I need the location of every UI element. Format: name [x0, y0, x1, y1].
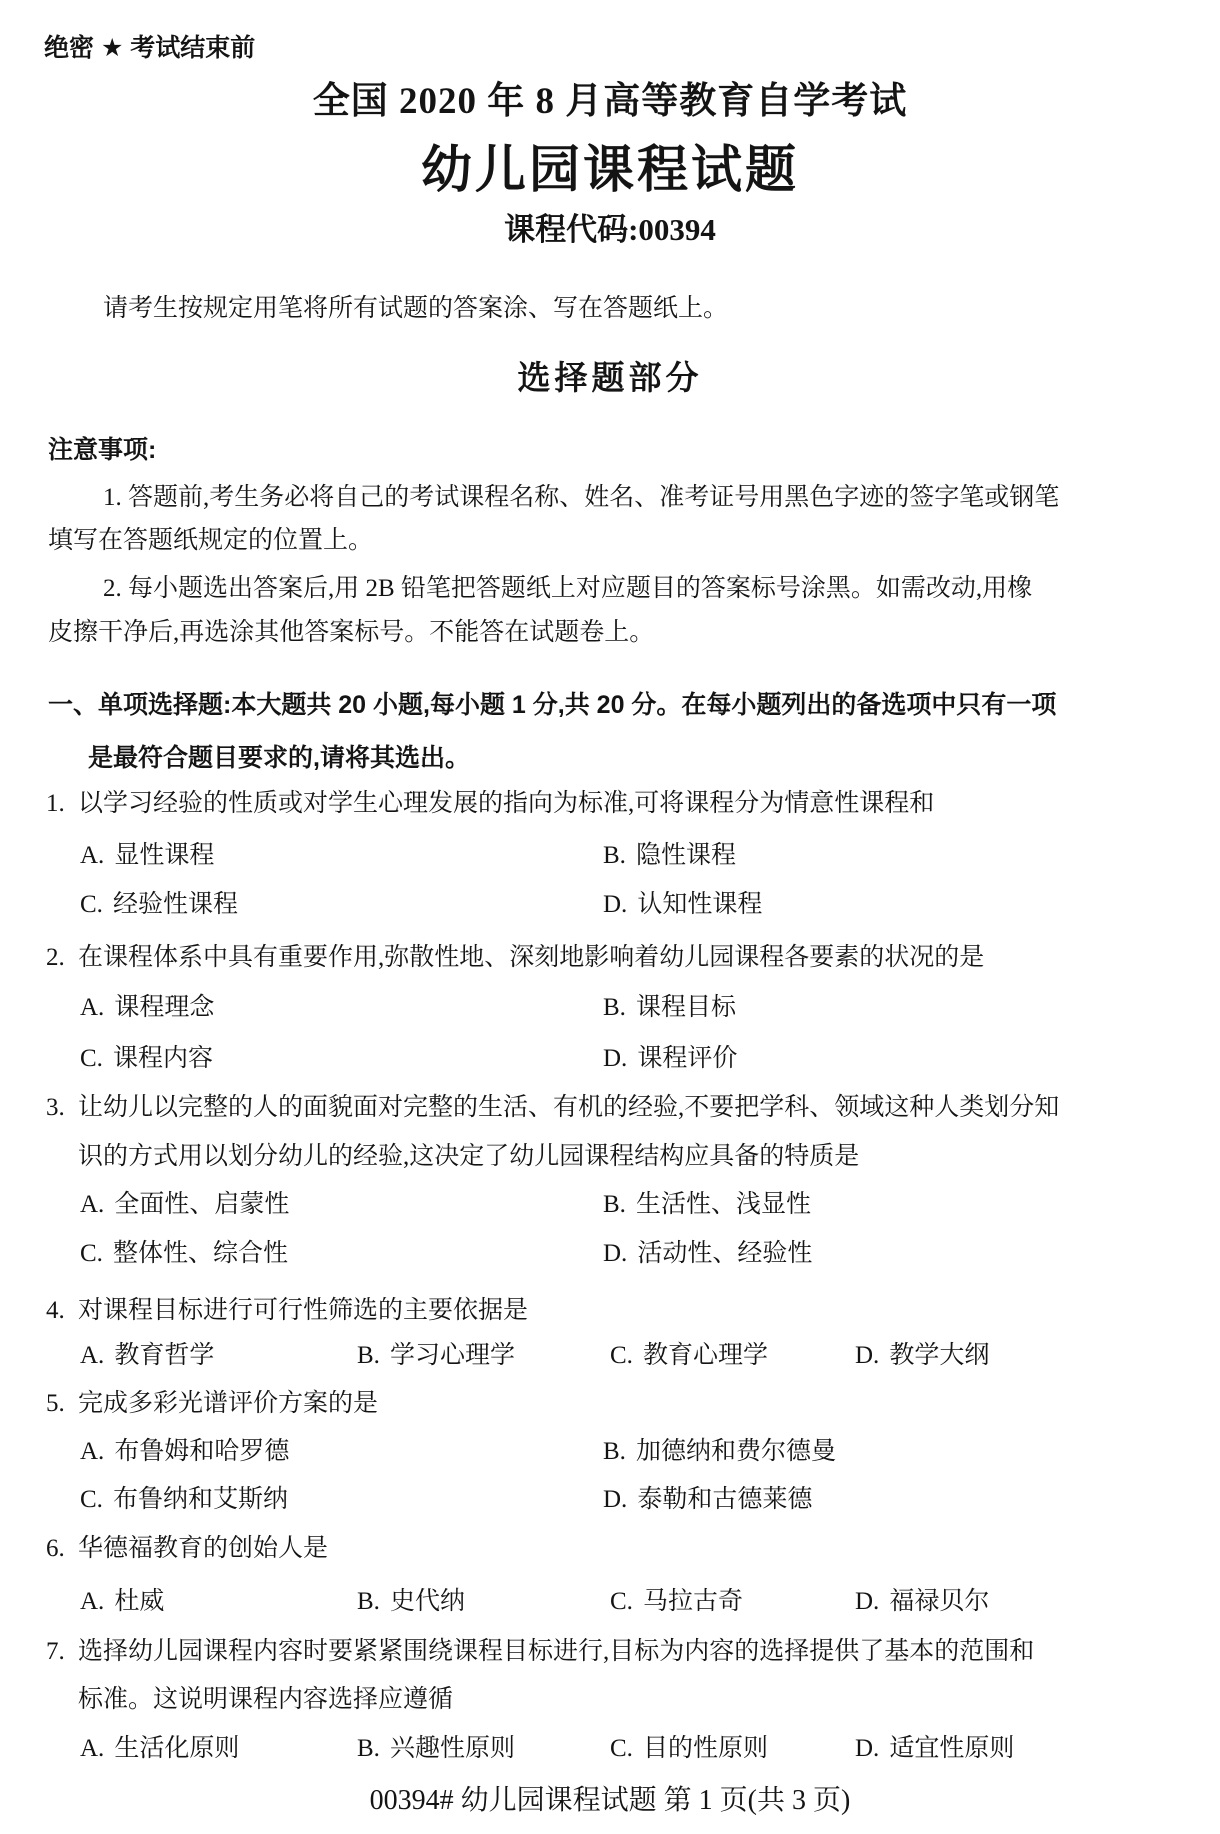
question-2-stem: [46, 937, 984, 973]
question-3-stem-line-1: [46, 1087, 1059, 1123]
q1-option-C: C. 经验性课程: [80, 891, 238, 918]
question-3-options-row-2: [80, 1233, 1190, 1269]
question-1-number: 1.: [46, 790, 65, 817]
paper-title: 幼儿园课程试题: [420, 141, 799, 198]
q4-option-A: A. 教育哲学: [80, 1342, 215, 1369]
q3-option-C: C. 整体性、综合性: [80, 1240, 288, 1267]
notice-2-line-1: 2. 每小题选出答案后,用 2B 铅笔把答题纸上对应题目的答案标号涂黑。如需改动,用橡: [103, 575, 1033, 602]
q7-option-A: A. 生活化原则: [80, 1735, 240, 1762]
notice-2-line-2: 皮擦干净后,再选涂其他答案标号。不能答在试题卷上。: [48, 619, 655, 646]
course-code: 课程代码:00394: [504, 212, 716, 247]
q2-option-B: B. 课程目标: [603, 994, 736, 1021]
q5-option-B: B. 加德纳和费尔德曼: [603, 1438, 836, 1465]
q1-option-B: B. 隐性课程: [603, 842, 736, 869]
question-1-options-row-1: [80, 835, 1190, 871]
question-5-stem: [46, 1383, 378, 1419]
question-5-options-row-2: [80, 1479, 1190, 1515]
exam-title: 全国 2020 年 8 月高等教育自学考试: [312, 81, 908, 122]
question-6-text: 华德福教育的创始人是: [78, 1535, 329, 1562]
q6-option-B: B. 史代纳: [357, 1588, 465, 1615]
q4-option-B: B. 学习心理学: [357, 1342, 515, 1369]
q3-option-D: D. 活动性、经验性: [603, 1240, 813, 1267]
question-5-text: 完成多彩光谱评价方案的是: [78, 1390, 379, 1417]
q7-option-D: D. 适宜性原则: [855, 1735, 1015, 1762]
q3-option-B: B. 生活性、浅显性: [603, 1191, 811, 1218]
question-2-text: 在课程体系中具有重要作用,弥散性地、深刻地影响着幼儿园课程各要素的状况的是: [78, 944, 985, 971]
q2-option-A: A. 课程理念: [80, 994, 215, 1021]
question-3-number: 3.: [46, 1094, 65, 1121]
question-2-options-row-1: [80, 987, 1190, 1023]
q1-option-D: D. 认知性课程: [603, 891, 763, 918]
q3-option-A: A. 全面性、启蒙性: [80, 1191, 290, 1218]
q6-option-A: A. 杜威: [80, 1588, 165, 1615]
q5-option-C: C. 布鲁纳和艾斯纳: [80, 1486, 288, 1513]
question-6-number: 6.: [46, 1535, 65, 1562]
question-4-options-row: [80, 1335, 1190, 1371]
section-title: 选择题部分: [517, 359, 703, 396]
question-3-stem-line-2: 识的方式用以划分幼儿的经验,这决定了幼儿园课程结构应具备的特质是: [78, 1143, 860, 1170]
q5-option-D: D. 泰勒和古德莱德: [603, 1486, 813, 1513]
question-3-text: 让幼儿以完整的人的面貌面对完整的生活、有机的经验,不要把学科、领域这种人类划分知: [78, 1094, 1060, 1121]
question-4-stem: [46, 1290, 528, 1326]
question-2-number: 2.: [46, 944, 65, 971]
question-7-stem-line-2: 标准。这说明课程内容选择应遵循: [78, 1686, 454, 1713]
q1-option-A: A. 显性课程: [80, 842, 215, 869]
question-1-text: 以学习经验的性质或对学生心理发展的指向为标准,可将课程分为情意性课程和: [78, 790, 935, 817]
instruction-note: 请考生按规定用笔将所有试题的答案涂、写在答题纸上。: [103, 295, 729, 322]
question-6-options-row: [80, 1581, 1190, 1617]
q2-option-C: C. 课程内容: [80, 1045, 213, 1072]
q7-option-C: C. 目的性原则: [610, 1735, 768, 1762]
question-7-text: 选择幼儿园课程内容时要紧紧围绕课程目标进行,目标为内容的选择提供了基本的范围和: [78, 1638, 1035, 1665]
q5-option-A: A. 布鲁姆和哈罗德: [80, 1438, 290, 1465]
question-7-stem-line-1: [46, 1631, 1034, 1667]
page-footer: 00394# 幼儿园课程试题 第 1 页(共 3 页): [369, 1785, 851, 1816]
q4-option-C: C. 教育心理学: [610, 1342, 768, 1369]
question-5-options-row-1: [80, 1431, 1190, 1467]
notice-1-line-2: 填写在答题纸规定的位置上。: [48, 527, 374, 554]
question-6-stem: [46, 1528, 328, 1564]
question-5-number: 5.: [46, 1390, 65, 1417]
question-7-options-row: [80, 1728, 1190, 1764]
question-4-text: 对课程目标进行可行性筛选的主要依据是: [78, 1297, 529, 1324]
q2-option-D: D. 课程评价: [603, 1045, 738, 1072]
question-3-options-row-1: [80, 1184, 1190, 1220]
part1-heading-line-1: 一、单项选择题:本大题共 20 小题,每小题 1 分,共 20 分。在每小题列出的备选项中只有一项: [48, 691, 1057, 719]
q7-option-B: B. 兴趣性原则: [357, 1735, 515, 1762]
question-1-stem: [46, 783, 934, 819]
part1-heading-line-2: 是最符合题目要求的,请将其选出。: [88, 744, 470, 772]
question-1-options-row-2: [80, 884, 1190, 920]
q4-option-D: D. 教学大纲: [855, 1342, 990, 1369]
question-7-number: 7.: [46, 1638, 65, 1665]
question-2-options-row-2: [80, 1038, 1190, 1074]
notice-1-line-1: 1. 答题前,考生务必将自己的考试课程名称、姓名、准考证号用黑色字迹的签字笔或钢笔: [103, 484, 1060, 511]
classification-header: 绝密 ★ 考试结束前: [44, 34, 256, 62]
question-4-number: 4.: [46, 1297, 65, 1324]
q6-option-D: D. 福禄贝尔: [855, 1588, 990, 1615]
notices-title: 注意事项:: [48, 436, 157, 464]
q6-option-C: C. 马拉古奇: [610, 1588, 743, 1615]
